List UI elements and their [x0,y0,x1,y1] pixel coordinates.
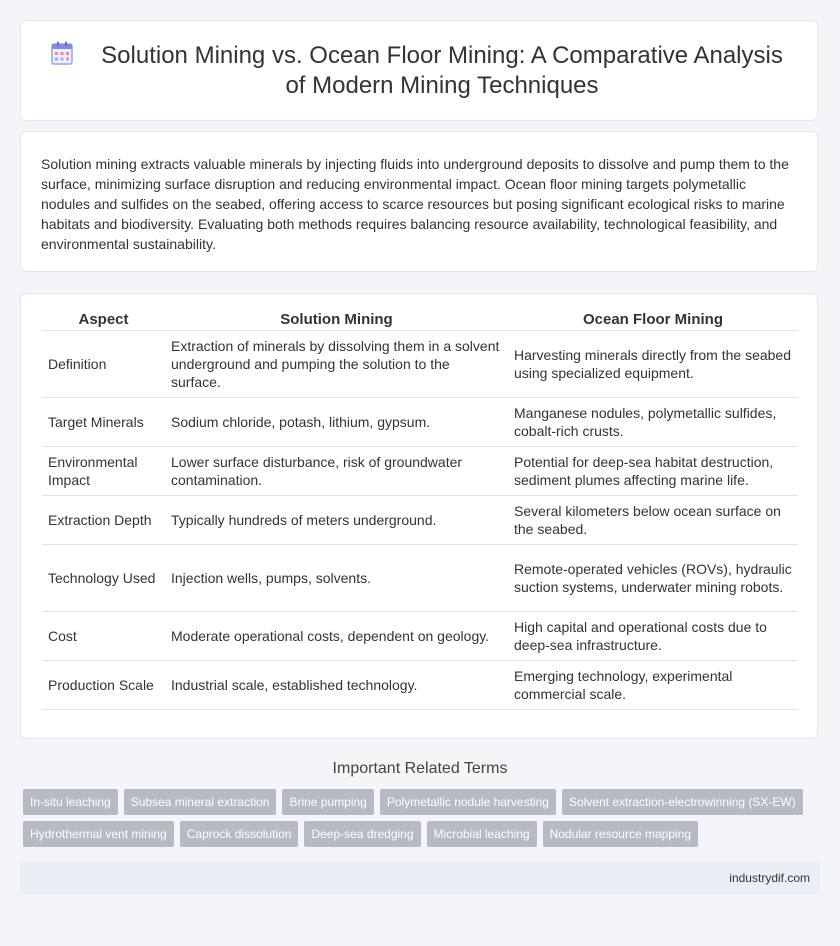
table-row [42,496,798,545]
ocean-cell: Harvesting minerals directly from the seabed using specialized equipment. [508,331,798,398]
comparison-table [42,308,798,710]
table-row [42,661,798,710]
intro-card [20,131,818,272]
ocean-cell: Manganese nodules, polymetallic sulfides, cobalt-rich crusts. [508,398,798,447]
tag-caprock-dissolution[interactable]: Caprock dissolution [180,821,299,847]
solution-cell: Typically hundreds of meters underground. [165,496,508,545]
ocean-cell: Potential for deep-sea habitat destruction, sediment plumes affecting marine life. [508,447,798,496]
table-row [42,612,798,661]
tag-sx-ew[interactable]: Solvent extraction-electrowinning (SX-EW) [562,789,803,815]
table-row [42,398,798,447]
solution-cell: Sodium chloride, potash, lithium, gypsum. [165,398,508,447]
table-row [42,331,798,398]
tag-subsea-mineral-extraction[interactable]: Subsea mineral extraction [124,789,277,815]
ocean-cell: Remote-operated vehicles (ROVs), hydraulic suction systems, underwater mining robots. [508,545,798,612]
footer-site[interactable]: industrydif.com [729,870,810,885]
tag-microbial-leaching[interactable]: Microbial leaching [427,821,537,847]
related-terms-title: Important Related Terms [332,760,508,777]
solution-cell: Lower surface disturbance, risk of groundwater contamination. [165,447,508,496]
header-aspect: Aspect [42,308,165,331]
tag-deep-sea-dredging[interactable]: Deep-sea dredging [304,821,420,847]
related-terms-tags [23,789,823,853]
header-ocean-floor-mining: Ocean Floor Mining [508,308,798,331]
tag-hydrothermal-vent-mining[interactable]: Hydrothermal vent mining [23,821,174,847]
aspect-cell: Definition [42,331,165,398]
solution-cell: Extraction of minerals by dissolving them in a solvent underground and pumping the solution to the surface. [165,331,508,398]
comparison-card [20,293,818,739]
table-row [42,447,798,496]
header-card [20,20,818,121]
intro-paragraph: Solution mining extracts valuable minerals by injecting fluids into underground deposits to dissolve and pump them to the surface, minimizing surface disruption and reducing environmental impact. Ocean floor mining targets polymetallic nodules and sulfides on the seabed, offering access to scarce resources but posing significant ecological risks to marine habitats and biodiversity. Evaluating both methods requires balancing resource availability, technological feasibility, and environmental sustainability. [41,156,789,252]
solution-cell: Industrial scale, established technology. [165,661,508,710]
tag-in-situ-leaching[interactable]: In-situ leaching [23,789,118,815]
aspect-cell: Environmental Impact [42,447,165,496]
aspect-cell: Target Minerals [42,398,165,447]
tag-polymetallic-nodule-harvesting[interactable]: Polymetallic nodule harvesting [380,789,556,815]
aspect-cell: Technology Used [42,545,165,612]
header-solution-mining: Solution Mining [165,308,508,331]
ocean-cell: Emerging technology, experimental commercial scale. [508,661,798,710]
calendar-icon [51,41,73,65]
solution-cell: Moderate operational costs, dependent on geology. [165,612,508,661]
aspect-cell: Extraction Depth [42,496,165,545]
table-header-row [42,308,798,331]
table-row [42,545,798,612]
tag-brine-pumping[interactable]: Brine pumping [282,789,373,815]
solution-cell: Injection wells, pumps, solvents. [165,545,508,612]
tag-nodular-resource-mapping[interactable]: Nodular resource mapping [543,821,698,847]
page-title: Solution Mining vs. Ocean Floor Mining: A Comparative Analysis of Modern Mining Techniques [101,41,783,99]
aspect-cell: Production Scale [42,661,165,710]
ocean-cell: High capital and operational costs due to deep-sea infrastructure. [508,612,798,661]
ocean-cell: Several kilometers below ocean surface on the seabed. [508,496,798,545]
footer-bar [20,861,820,894]
aspect-cell: Cost [42,612,165,661]
